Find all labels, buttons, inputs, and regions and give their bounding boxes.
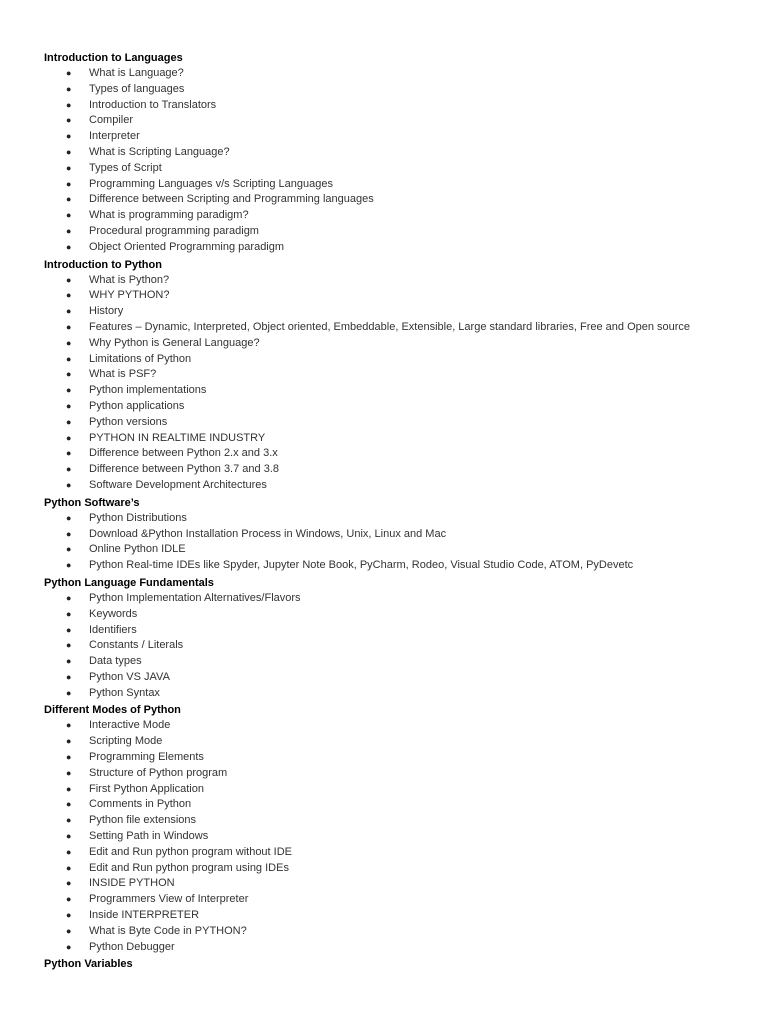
list-item: ● Inside INTERPRETER [44, 908, 768, 924]
bullet-icon: ● [66, 910, 72, 921]
section-title: Introduction to Languages [44, 52, 183, 64]
list-item: ● What is Language? [44, 66, 768, 82]
bullet-icon: ● [66, 99, 72, 110]
list-item: ● Why Python is General Language? [44, 336, 768, 352]
list-item: ● Python Real-time IDEs like Spyder, Jupyter Note Book, PyCharm, Rodeo, Visual Studio Code, ATOM, PyDevetc [44, 558, 768, 574]
bullet-icon: ● [66, 846, 72, 857]
list-item: ● History [44, 304, 768, 320]
list-item: ● Python applications [44, 399, 768, 415]
bullet-icon: ● [66, 560, 72, 571]
bullet-icon: ● [66, 369, 72, 380]
bullet-list [44, 273, 768, 494]
section-python-softwares [44, 494, 768, 574]
bullet-icon: ● [66, 544, 72, 555]
list-item: ● Difference between Python 3.7 and 3.8 [44, 462, 768, 478]
list-item: ● Scripting Mode [44, 734, 768, 750]
bullet-icon: ● [66, 815, 72, 826]
list-item: ● Software Development Architectures [44, 478, 768, 494]
bullet-icon: ● [66, 656, 72, 667]
list-item: ● Features – Dynamic, Interpreted, Object oriented, Embeddable, Extensible, Large standard libraries, Free and Open source [44, 320, 768, 336]
bullet-list [44, 511, 768, 574]
section-python-variables [44, 955, 768, 972]
list-item: ● Edit and Run python program without IDE [44, 845, 768, 861]
bullet-icon: ● [66, 720, 72, 731]
bullet-icon: ● [66, 925, 72, 936]
section-title: Introduction to Python [44, 258, 162, 271]
list-item: ● Comments in Python [44, 797, 768, 813]
list-item: ● INSIDE PYTHON [44, 876, 768, 892]
bullet-icon: ● [66, 479, 72, 490]
list-item: ● First Python Application [44, 782, 768, 798]
bullet-list [44, 718, 768, 955]
list-item: ● Constants / Literals [44, 638, 768, 654]
list-item: ● Procedural programming paradigm [44, 224, 768, 240]
bullet-icon: ● [66, 783, 72, 794]
list-item: ● Interpreter [44, 129, 768, 145]
bullet-icon: ● [66, 831, 72, 842]
bullet-icon: ● [66, 290, 72, 301]
section-introduction-to-languages [44, 49, 768, 256]
bullet-icon: ● [66, 321, 72, 332]
section-title: Python Variables [44, 958, 133, 971]
list-item: ● Difference between Scripting and Programming languages [44, 192, 768, 208]
section-title: Python Language Fundamentals [44, 576, 214, 589]
bullet-icon: ● [66, 115, 72, 126]
list-item: ● Data types [44, 654, 768, 670]
bullet-icon: ● [66, 385, 72, 396]
bullet-icon: ● [66, 194, 72, 205]
bullet-icon: ● [66, 941, 72, 952]
list-item: ● What is Python? [44, 273, 768, 289]
list-item: ● Programmers View of Interpreter [44, 892, 768, 908]
list-item: ● Introduction to Translators [44, 98, 768, 114]
section-title: Different Modes of Python [44, 704, 181, 717]
list-item: ● What is Scripting Language? [44, 145, 768, 161]
bullet-icon: ● [66, 210, 72, 221]
list-item: ● Edit and Run python program using IDEs [44, 861, 768, 877]
bullet-icon: ● [66, 400, 72, 411]
list-item: ● What is PSF? [44, 367, 768, 383]
bullet-icon: ● [66, 592, 72, 603]
bullet-icon: ● [66, 274, 72, 285]
bullet-icon: ● [66, 640, 72, 651]
list-item: ● Python VS JAVA [44, 670, 768, 686]
bullet-icon: ● [66, 528, 72, 539]
list-item: ● Python file extensions [44, 813, 768, 829]
bullet-icon: ● [66, 416, 72, 427]
list-item: ● Python versions [44, 415, 768, 431]
list-item: ● Setting Path in Windows [44, 829, 768, 845]
bullet-icon: ● [66, 178, 72, 189]
bullet-icon: ● [66, 736, 72, 747]
bullet-icon: ● [66, 624, 72, 635]
bullet-list [44, 591, 768, 702]
list-item: ● Limitations of Python [44, 352, 768, 368]
section-introduction-to-python [44, 256, 768, 494]
list-item: ● WHY PYTHON? [44, 288, 768, 304]
list-item: ● Programming Languages v/s Scripting Languages [44, 177, 768, 193]
list-item: ● Python Syntax [44, 686, 768, 702]
list-item: ● Python Implementation Alternatives/Flavors [44, 591, 768, 607]
list-item: ● Compiler [44, 113, 768, 129]
list-item: ● Python implementations [44, 383, 768, 399]
bullet-icon: ● [66, 146, 72, 157]
list-item: ● Object Oriented Programming paradigm [44, 240, 768, 256]
list-item: ● What is Byte Code in PYTHON? [44, 924, 768, 940]
bullet-icon: ● [66, 83, 72, 94]
list-item: ● Keywords [44, 607, 768, 623]
bullet-icon: ● [66, 131, 72, 142]
list-item: ● Identifiers [44, 623, 768, 639]
bullet-icon: ● [66, 448, 72, 459]
list-item: ● Online Python IDLE [44, 542, 768, 558]
bullet-icon: ● [66, 608, 72, 619]
bullet-icon: ● [66, 862, 72, 873]
bullet-icon: ● [66, 894, 72, 905]
bullet-icon: ● [66, 752, 72, 763]
list-item: ● Programming Elements [44, 750, 768, 766]
bullet-icon: ● [66, 432, 72, 443]
bullet-icon: ● [66, 767, 72, 778]
bullet-list [44, 66, 768, 256]
section-title: Python Software’s [44, 496, 140, 509]
list-item: ● Interactive Mode [44, 718, 768, 734]
bullet-icon: ● [66, 162, 72, 173]
bullet-icon: ● [66, 512, 72, 523]
list-item: ● Python Debugger [44, 940, 768, 956]
list-item: ● Structure of Python program [44, 766, 768, 782]
bullet-icon: ● [66, 799, 72, 810]
bullet-icon: ● [66, 687, 72, 698]
bullet-icon: ● [66, 225, 72, 236]
list-item: ● Python Distributions [44, 511, 768, 527]
list-item: ● Types of Script [44, 161, 768, 177]
bullet-icon: ● [66, 671, 72, 682]
bullet-icon: ● [66, 68, 72, 78]
bullet-icon: ● [66, 241, 72, 252]
list-item: ● Types of languages [44, 82, 768, 98]
bullet-icon: ● [66, 353, 72, 364]
list-item: ● PYTHON IN REALTIME INDUSTRY [44, 431, 768, 447]
section-different-modes-of-python [44, 701, 768, 955]
section-python-language-fundamentals [44, 574, 768, 702]
bullet-icon: ● [66, 878, 72, 889]
list-item: ● Difference between Python 2.x and 3.x [44, 446, 768, 462]
list-item: ● What is programming paradigm? [44, 208, 768, 224]
list-item: ● Download &Python Installation Process in Windows, Unix, Linux and Mac [44, 527, 768, 543]
bullet-icon: ● [66, 306, 72, 317]
bullet-icon: ● [66, 464, 72, 475]
bullet-icon: ● [66, 337, 72, 348]
